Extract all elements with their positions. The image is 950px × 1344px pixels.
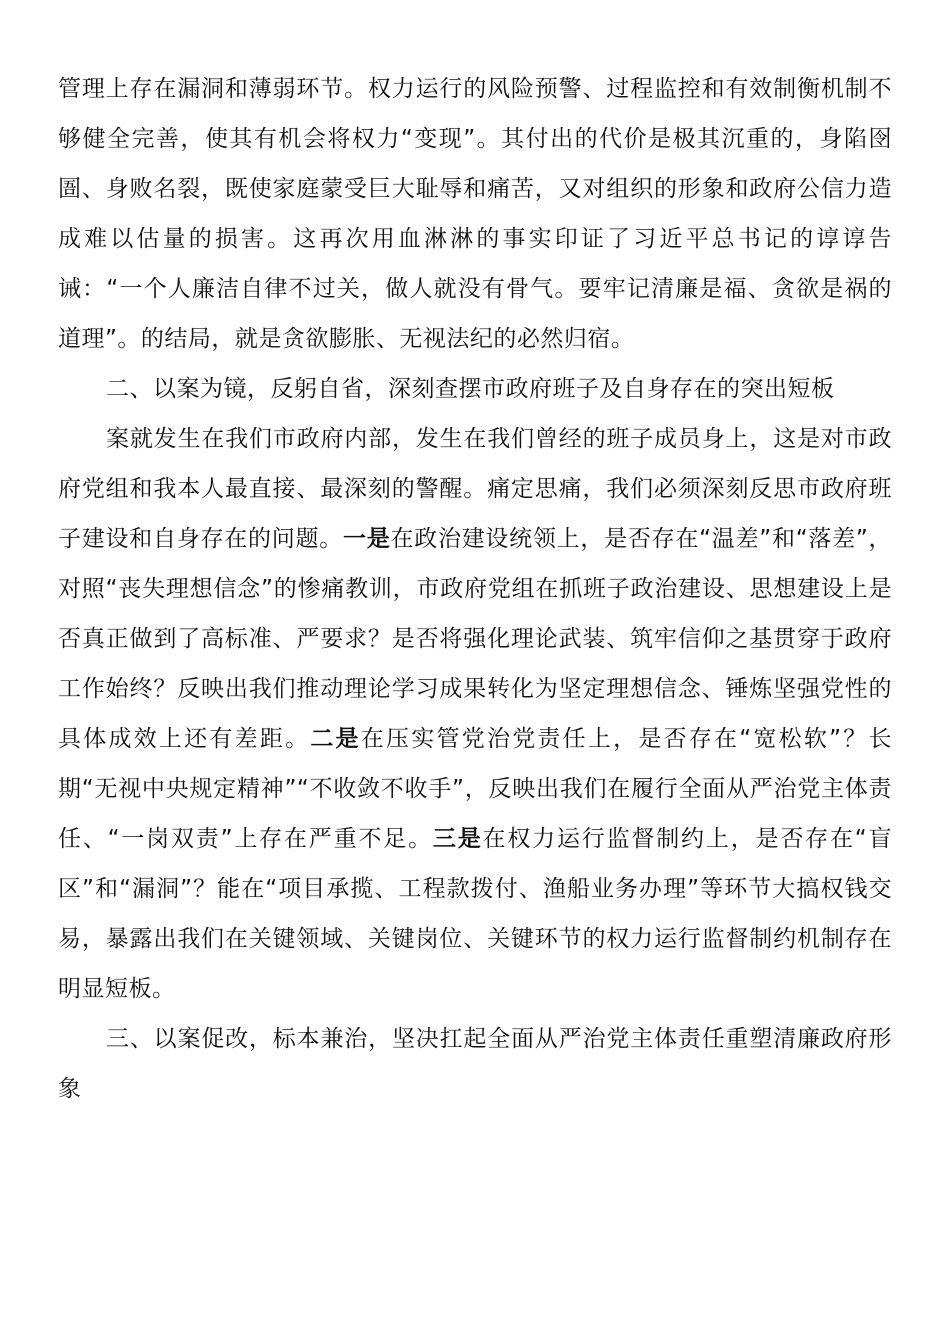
paragraph-2 — [58, 414, 892, 1014]
point-3-text: 在权力运行监督制约上，是否存在“盲区”和“漏洞”？能在“项目承揽、工程款拨付、渔船业务办理”等环节大搞权钱交易，暴露出我们在关键领域、关键岗位、关键环节的权力运行监督制约机制存在明显短板。 — [58, 826, 892, 1002]
point-2-text: 在压实管党治党责任上，是否存在“宽松软”？长期“无视中央规定精神”“不收敛不收手”，反映出我们在履行全面从严治党主体责任、“一岗双责”上存在严重不足。 — [58, 726, 893, 852]
section-heading-3: 三、以案促改，标本兼治，坚决扛起全面从严治党主体责任重塑清廉政府形象 — [58, 1026, 892, 1102]
point-1-label: 一是 — [342, 526, 391, 552]
paragraph-1: 管理上存在漏洞和薄弱环节。权力运行的风险预警、过程监控和有效制衡机制不够健全完善，使其有机会将权力“变现”。其付出的代价是极其沉重的，身陷囹圄、身败名裂，既使家庭蒙受巨大耻辱和痛苦，又对组织的形象和政府公信力造成难以估量的损害。这再次用血淋淋的事实印证了习近平总书记的谆谆告诫：“一个人廉洁自律不过关，做人就没有骨气。要牢记清廉是福、贪欲是祸的道理”。的结局，就是贪欲膨胀、无视法纪的必然归宿。 — [58, 76, 892, 352]
paragraph-2-intro: 案就发生在我们市政府内部，发生在我们曾经的班子成员身上，这是对市政府党组和我本人最直接、最深刻的警醒。痛定思痛，我们必须深刻反思市政府班子建设和自身存在的问题。 — [58, 426, 892, 552]
point-2-label: 二是 — [310, 726, 361, 752]
point-3-label: 三是 — [432, 826, 483, 852]
document-page — [58, 64, 892, 1114]
point-1-text: 在政治建设统领上，是否存在“温差”和“落差”，对照“丧失理想信念”的惨痛教训，市政府党组在抓班子政治建设、思想建设上是否真正做到了高标准、严要求？是否将强化理论武装、筑牢信仰之基贯穿于政府工作始终？反映出我们推动理论学习成果转化为坚定理想信念、锤炼坚强党性的具体成效上还有差距。 — [58, 526, 893, 752]
section-heading-2: 二、以案为镜，反躬自省，深刻查摆市政府班子及自身存在的突出短板 — [106, 376, 835, 402]
